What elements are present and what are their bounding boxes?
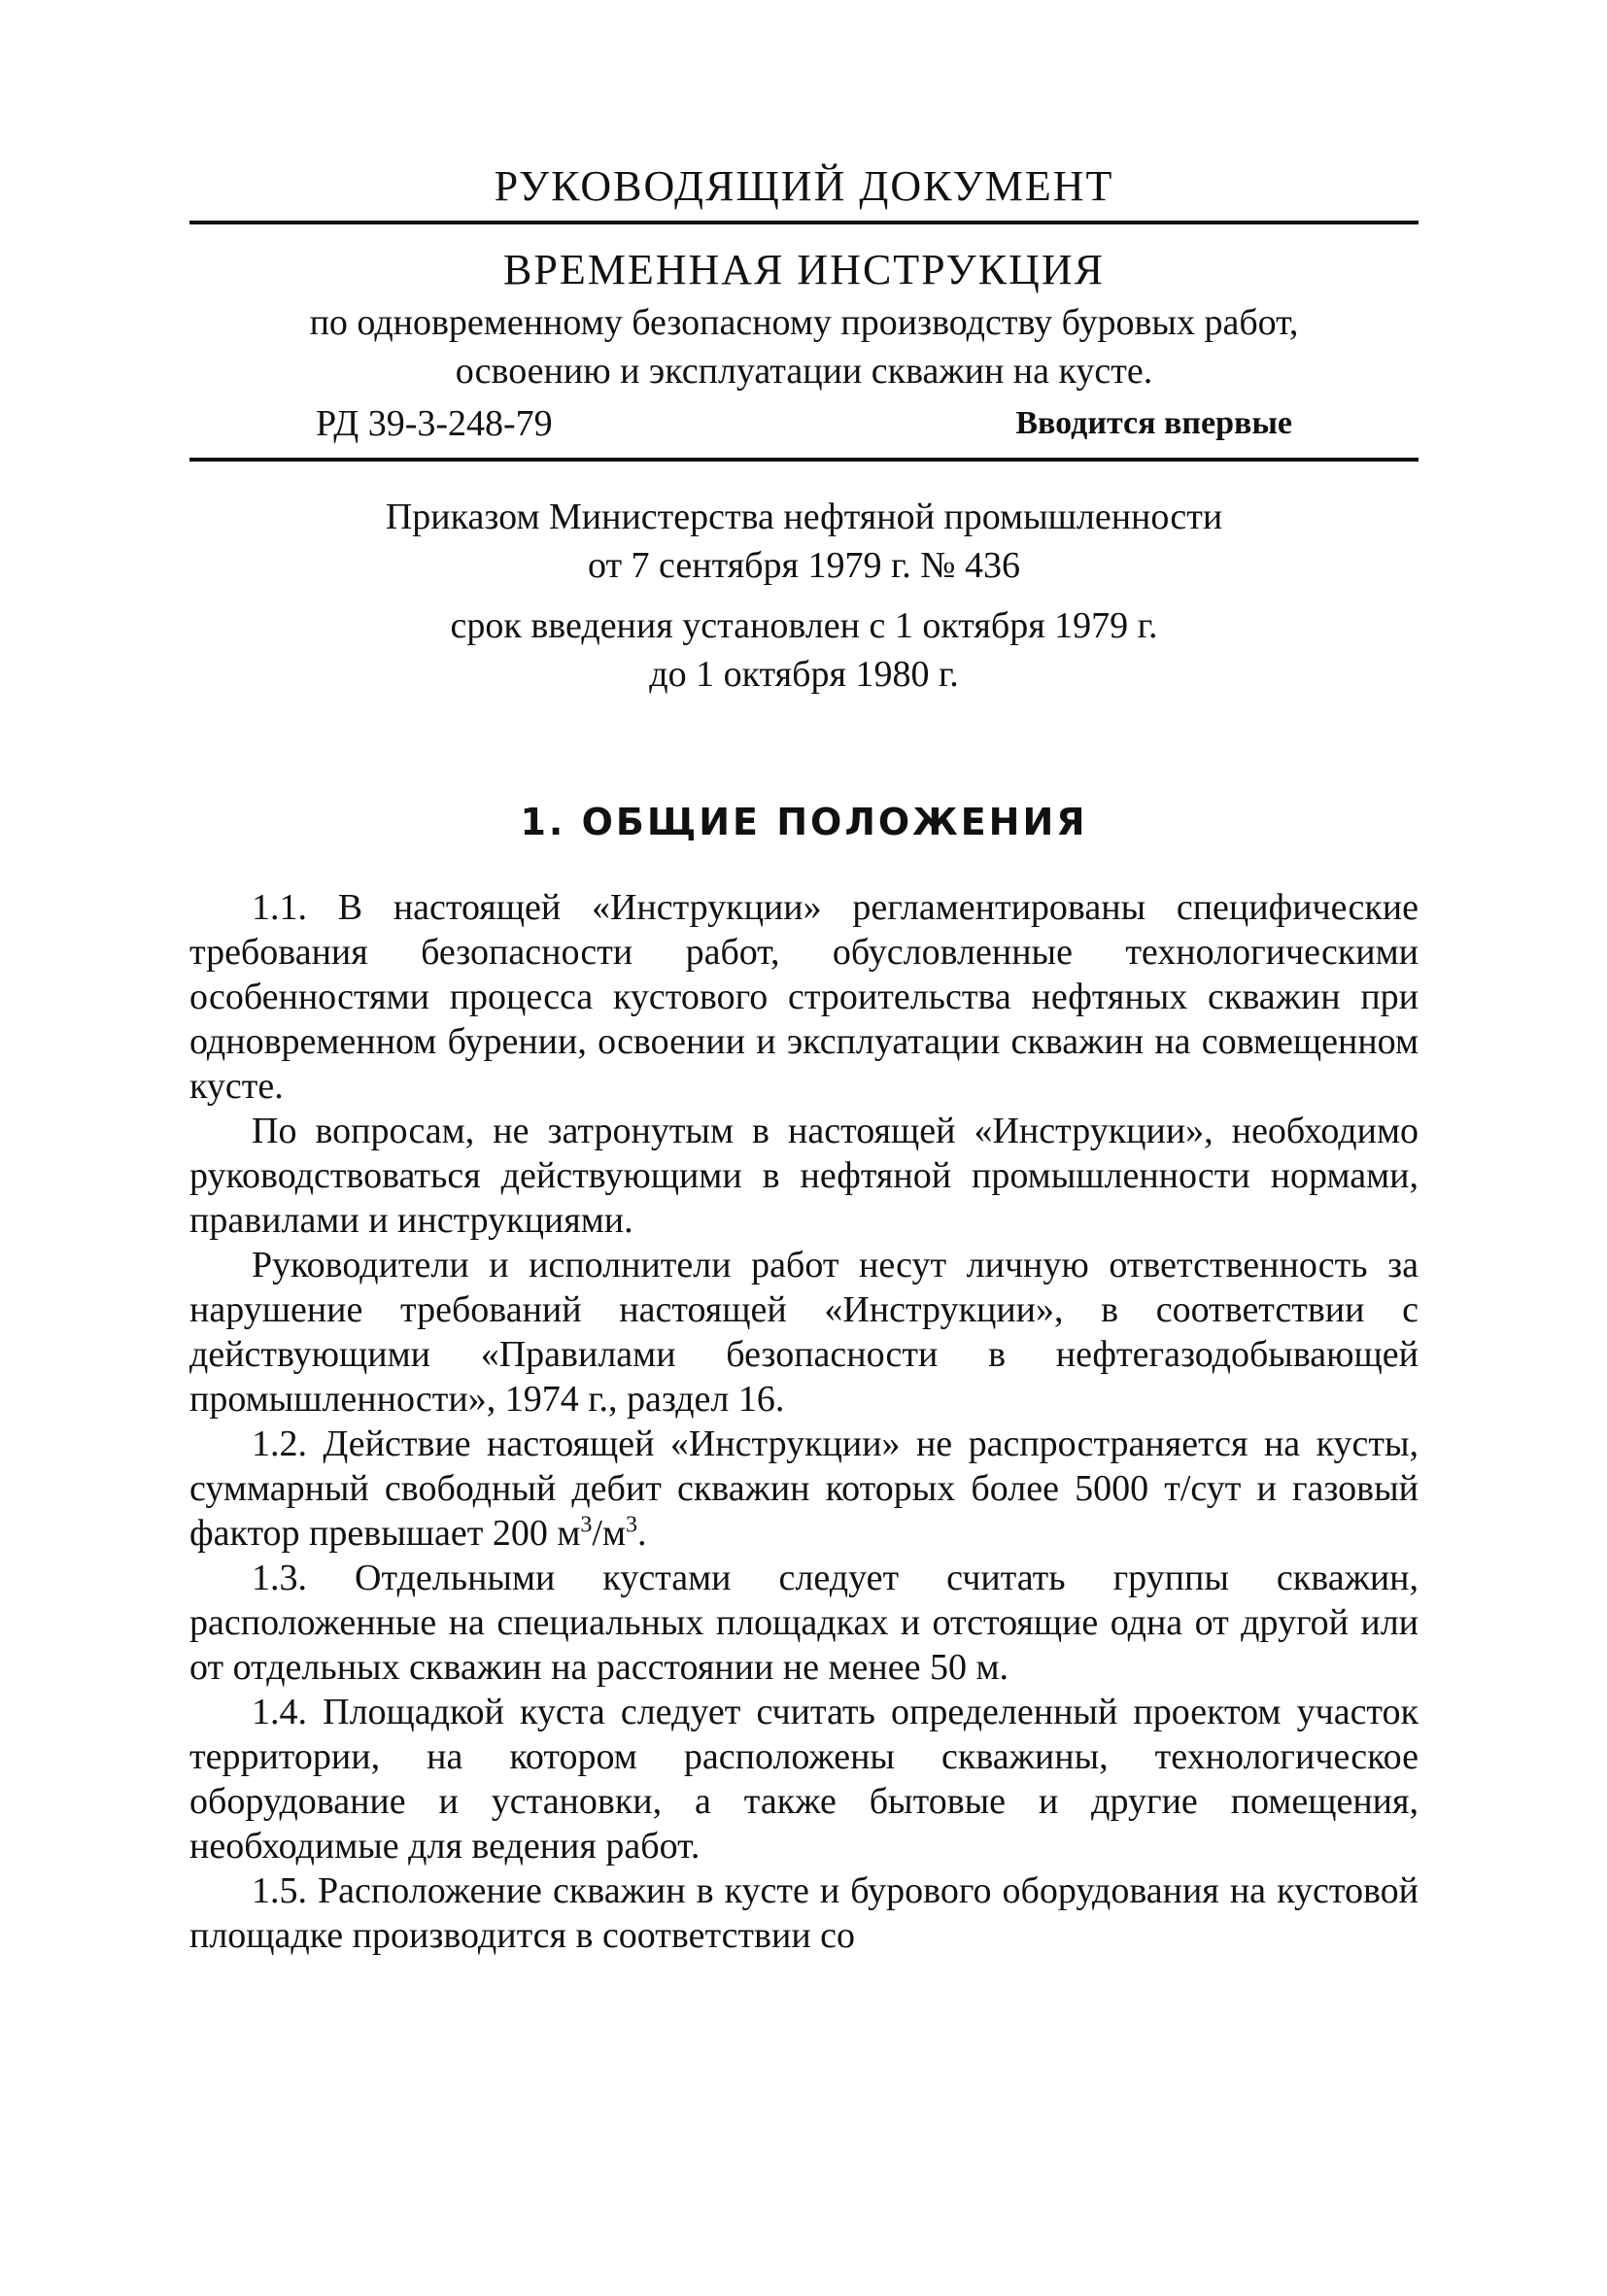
unit-exponent-1: 3 [580,1512,593,1538]
order-line-1: Приказом Министерства нефтяной промышленности [385,497,1223,537]
unit-separator: /м [592,1513,626,1554]
order-line-2: от 7 сентября 1979 г. № 436 [587,545,1021,586]
document-code-row [189,399,1419,448]
paragraph-1-2-end: . [637,1513,647,1554]
section-body [189,885,1419,1958]
code-rule [189,458,1419,462]
document-code: РД 39-3-248-79 [316,403,553,444]
paragraph-1-1-c: Руководители и исполнители работ несут личную ответственность за нарушение требований настоящей «Инструкции», в соответствии с действующими «Правилами безопасности в нефтегазодобывающей промышленности», 1974 г., раздел 16. [189,1245,1419,1420]
term-line-2: до 1 октября 1980 г. [649,654,959,695]
document-page [189,160,1419,1958]
document-description-line-2: освоению и эксплуатации скважин на кусте. [455,351,1153,392]
document-status: Вводится впервые [1015,405,1292,441]
unit-exponent-2: 3 [626,1512,637,1538]
paragraph-1-5: 1.5. Расположение скважин в кусте и бурового оборудования на кустовой площадке производится в соответствии со [189,1870,1419,1956]
term-line-1: срок введения установлен с 1 октября 1979 г. [450,605,1158,646]
section-title: 1. ОБЩИЕ ПОЛОЖЕНИЯ [520,801,1088,843]
paragraph-1-1-b: По вопросам, не затронутым в настоящей «Инструкции», необходимо руководствоваться действующими в нефтяной промышленности нормами, правилами и инструкциями. [189,1111,1419,1241]
document-type-heading: РУКОВОДЯЩИЙ ДОКУМЕНТ [494,162,1114,210]
paragraph-1-2-text: 1.2. Действие настоящей «Инструкции» не распространяется на кусты, суммарный свободный дебит скважин которых более 5000 т/сут и газовый фактор превышает 200 м [189,1423,1419,1554]
document-description-line-1: по одновременному безопасному производству буровых работ, [309,302,1299,343]
paragraph-1-1: 1.1. В настоящей «Инструкции» регламентированы специфические требования безопасности работ, обусловленные технологическими особенностями процесса кустового строительства нефтяных скважин при одновременном бурении, освоении и эксплуатации скважин на совмещенном кусте. [189,887,1419,1107]
paragraph-1-4: 1.4. Площадкой куста следует считать определенный проектом участок территории, на котором расположены скважины, технологическое оборудование и установки, а также бытовые и другие помещения, необходимые для ведения работ. [189,1692,1419,1867]
paragraph-1-2 [189,1422,1419,1556]
header-rule [189,221,1419,224]
paragraph-1-3: 1.3. Отдельными кустами следует считать группы скважин, расположенные на специальных площадках и отстоящие одна от другой или от отдельных скважин на расстоянии не менее 50 м. [189,1558,1419,1688]
document-title: ВРЕМЕННАЯ ИНСТРУКЦИЯ [503,246,1105,293]
